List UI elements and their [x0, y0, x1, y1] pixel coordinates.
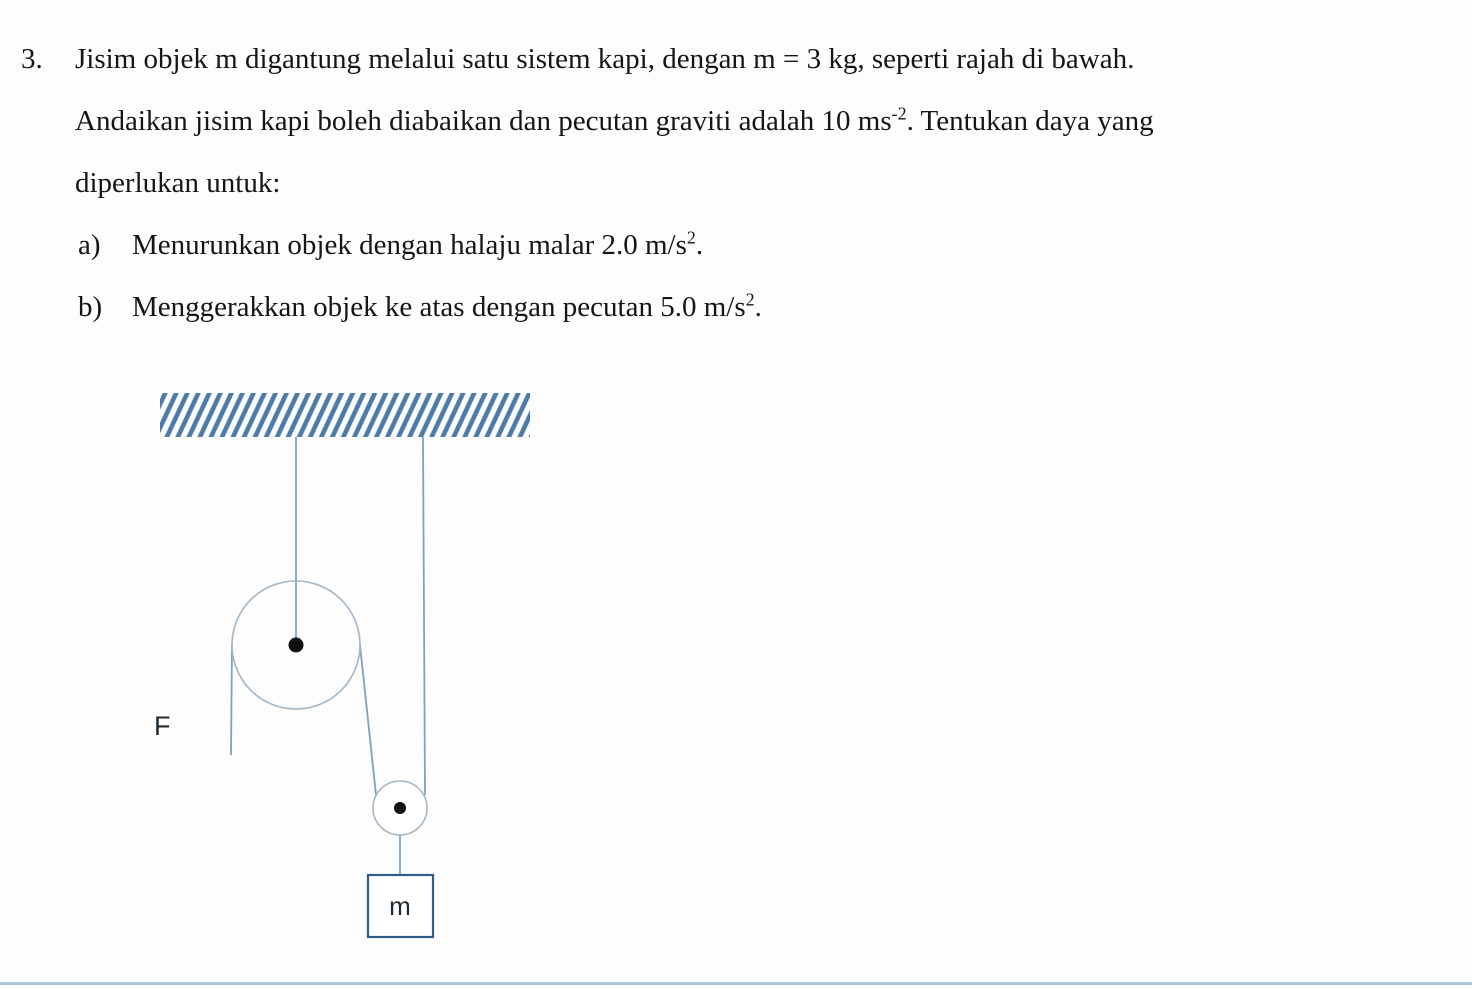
- force-label: F: [154, 711, 171, 741]
- problem-line-3: diperlukan untuk:: [75, 167, 281, 199]
- mass-label: m: [389, 891, 411, 921]
- subitem-a-period: .: [695, 229, 704, 261]
- connecting-rope: [360, 645, 376, 795]
- problem-line-2: [21, 90, 1452, 152]
- pulley-diagram: [140, 388, 560, 948]
- problem-text-line-2-pre: Andaikan jisim kapi boleh diabaikan dan pecutan graviti adalah 10 ms: [75, 105, 892, 137]
- problem-number: 3.: [21, 43, 43, 75]
- problem-text-line-2-post: . Tentukan daya yang: [906, 105, 1154, 137]
- subitem-b-sup: 2: [745, 289, 755, 310]
- problem-block: [21, 28, 1452, 338]
- anchor-rope: [423, 437, 425, 795]
- pulley-diagram-svg: [140, 388, 560, 948]
- problem-text-line-1: Jisim objek m digantung melalui satu sistem kapi, dengan m = 3 kg, seperti rajah di bawah.: [75, 43, 1135, 75]
- subitem-b-period: .: [754, 291, 762, 323]
- subitem-b-label: b): [78, 291, 103, 323]
- problem-text-line-2-sup: -2: [891, 103, 907, 124]
- force-rope: [231, 645, 232, 755]
- subitem-a-sup: 2: [686, 227, 696, 248]
- subitem-b-text: Menggerakkan objek ke atas dengan pecutan 5.0 m/s: [132, 291, 746, 323]
- subitem-b: [21, 276, 1452, 338]
- movable-pulley-axle: [394, 802, 406, 814]
- subitem-a: [21, 214, 1452, 276]
- bottom-divider: [0, 982, 1472, 985]
- fixed-pulley-axle: [289, 638, 304, 653]
- subitem-a-text: Menurunkan objek dengan halaju malar 2.0 m/s: [132, 229, 687, 261]
- ceiling-hatch: [160, 393, 530, 437]
- problem-line-1: [21, 28, 1452, 90]
- subitem-a-label: a): [78, 229, 101, 261]
